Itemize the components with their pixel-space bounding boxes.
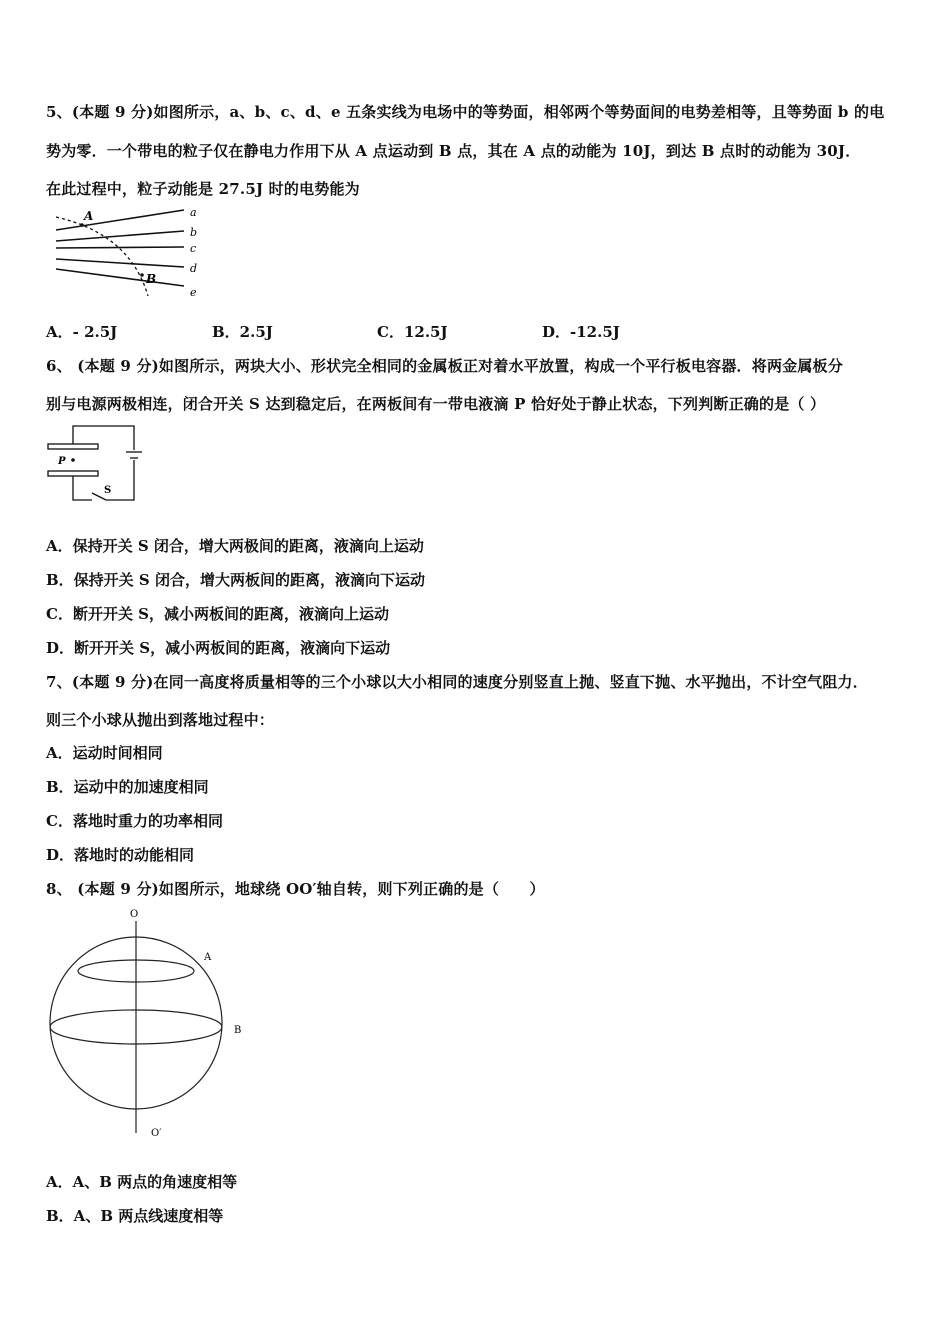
point-A-label: A (204, 952, 212, 963)
equipotential-line-a (56, 210, 184, 230)
upper-wire (73, 426, 134, 450)
label-d: d (190, 262, 198, 275)
lower-plate (48, 471, 98, 476)
axis-top-O-label: O (130, 909, 139, 920)
equipotential-line-e (56, 269, 184, 286)
q6-option-a[interactable]: A．保持开关 S 闭合，增大两极间的距离，液滴向上运动 (46, 537, 424, 555)
q6-option-b[interactable]: B．保持开关 S 闭合，增大两板间的距离，液滴向下运动 (46, 571, 425, 589)
q5-option-d[interactable]: D．-12.5J (542, 323, 620, 341)
equipotential-line-b (56, 231, 184, 241)
equipotential-line-d (56, 259, 184, 267)
label-e: e (190, 286, 197, 299)
q8-option-a[interactable]: A．A、B 两点的角速度相等 (46, 1173, 238, 1191)
label-a: a (190, 206, 197, 219)
point-B-label: B (234, 1025, 242, 1036)
capacitor-circuit-figure (46, 420, 146, 504)
droplet-P (71, 458, 75, 462)
q5-stem-line1: 5、(本题 9 分)如图所示，a、b、c、d、e 五条实线为电场中的等势面，相邻两个等势面间的电势差相等，且等势面 b 的电 (46, 103, 885, 121)
q5-stem-line3: 在此过程中，粒子动能是 27.5J 时的电势能为 (46, 180, 360, 198)
equipotential-figure (50, 204, 210, 304)
axis-bottom-O-prime-label: O′ (151, 1128, 162, 1139)
lower-wire (73, 476, 92, 500)
point-A-label: A (84, 209, 94, 223)
droplet-P-label: P (58, 456, 66, 467)
particle-trajectory (56, 217, 148, 296)
q8-option-b[interactable]: B．A、B 两点线速度相等 (46, 1207, 224, 1225)
earth-rotation-figure (44, 905, 254, 1141)
label-c: c (190, 242, 197, 255)
q7-stem-line2: 则三个小球从抛出到落地过程中： (46, 711, 275, 729)
q6-stem-line2: 别与电源两极相连，闭合开关 S 达到稳定后，在两板间有一带电液滴 P 恰好处于静止状态，下列判断正确的是（ ） (46, 395, 826, 413)
q5-option-a[interactable]: A．- 2.5J (46, 323, 118, 341)
q6-option-c[interactable]: C．断开开关 S，减小两板间的距离，液滴向上运动 (46, 605, 389, 623)
q6-stem-line1: 6、 (本题 9 分)如图所示，两块大小、形状完全相同的金属板正对着水平放置，构成一个平行板电容器．将两金属板分 (46, 357, 843, 375)
q7-option-d[interactable]: D．落地时的动能相同 (46, 846, 195, 864)
q7-stem-line1: 7、(本题 9 分)在同一高度将质量相等的三个小球以大小相同的速度分别竖直上抛、竖直下抛、水平抛出，不计空气阻力． (46, 673, 868, 691)
q7-option-c[interactable]: C．落地时重力的功率相同 (46, 812, 223, 830)
q6-option-d[interactable]: D．断开开关 S，减小两板间的距离，液滴向下运动 (46, 639, 391, 657)
q7-option-b[interactable]: B．运动中的加速度相同 (46, 778, 209, 796)
q8-stem-line1: 8、 (本题 9 分)如图所示，地球绕 OO′轴自转，则下列正确的是（ ） (46, 880, 545, 898)
point-B-label: B (146, 272, 157, 286)
label-b: b (190, 226, 198, 239)
equipotential-line-c (56, 247, 184, 248)
q7-option-a[interactable]: A．运动时间相同 (46, 744, 163, 762)
q5-option-b[interactable]: B．2.5J (212, 323, 273, 341)
upper-plate (48, 444, 98, 449)
switch-S-label: S (104, 485, 112, 496)
q5-stem-line2: 势为零．一个带电的粒子仅在静电力作用下从 A 点运动到 B 点，其在 A 点的动能为 10J，到达 B 点时的动能为 30J． (46, 142, 861, 160)
q5-option-c[interactable]: C．12.5J (377, 323, 448, 341)
